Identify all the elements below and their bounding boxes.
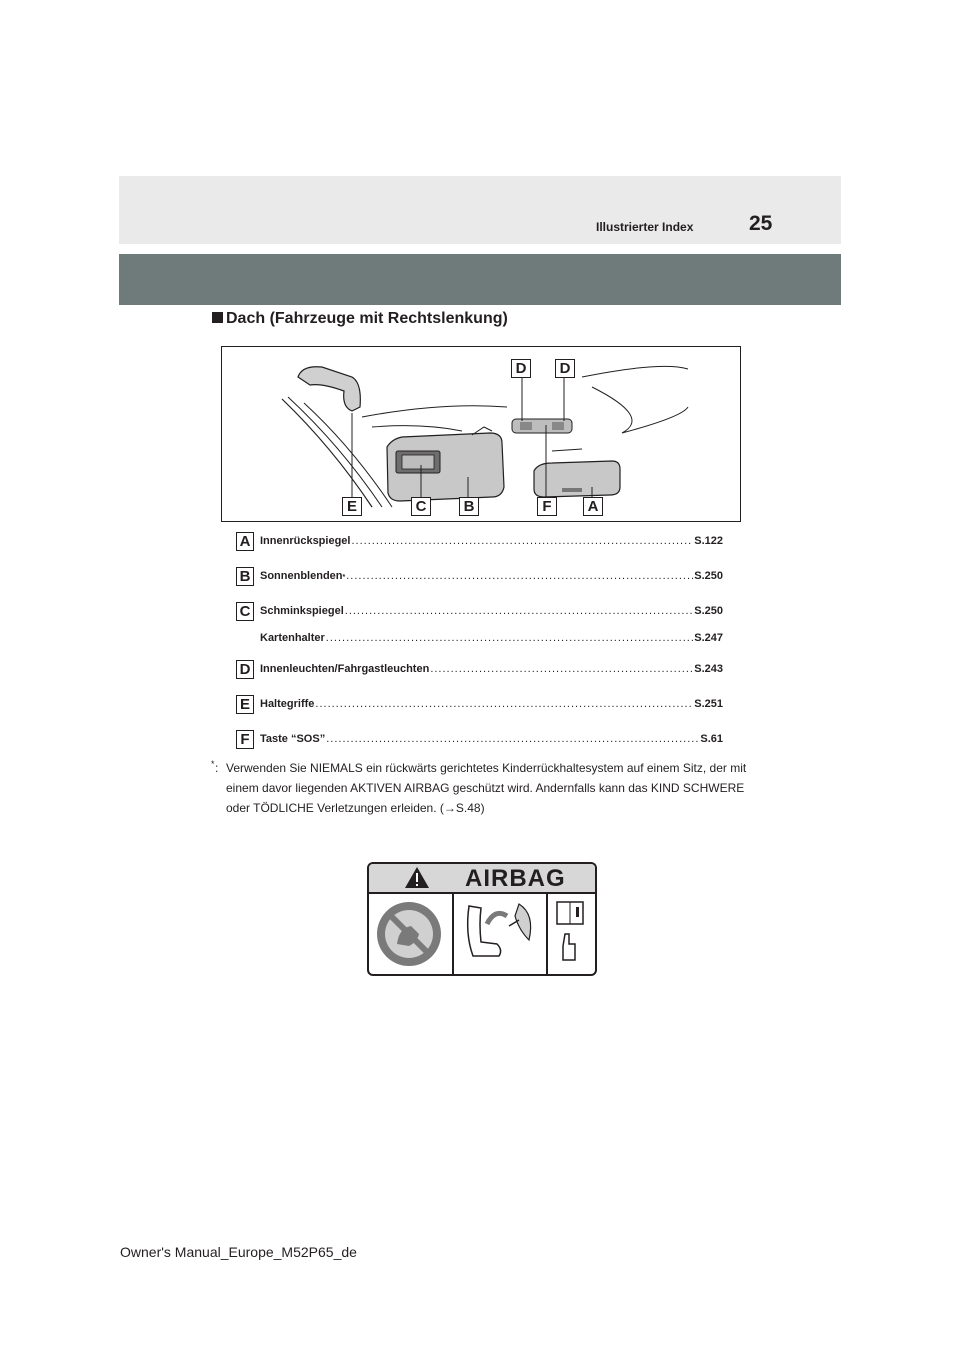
page-ref[interactable]: S.61 <box>700 733 723 745</box>
index-row-kartenhalter <box>236 629 723 649</box>
section-heading-text: Dach (Fahrzeuge mit Rechtslenkung) <box>226 310 508 327</box>
callout-e: E <box>342 497 362 516</box>
callout-b: B <box>459 497 479 516</box>
hand-pointer-icon <box>563 934 575 960</box>
index-letter: B <box>236 567 254 586</box>
index-label: Haltegriffe <box>260 698 315 710</box>
page-ref[interactable]: S.251 <box>694 698 723 710</box>
roof-illustration <box>221 346 741 522</box>
leader-dots <box>326 733 699 745</box>
leader-dots <box>351 535 693 547</box>
section-bar <box>119 254 841 305</box>
callout-d-right: D <box>555 359 575 378</box>
index-label: Kartenhalter <box>260 632 325 644</box>
page-ref[interactable]: S.247 <box>694 632 723 644</box>
index-row-e <box>236 695 723 715</box>
callout-c: C <box>411 497 431 516</box>
footnote-marker: * <box>342 574 346 581</box>
index-label: Innenrückspiegel <box>260 535 351 547</box>
leader-dots <box>430 663 693 675</box>
index-letter: E <box>236 695 254 714</box>
airbag-label-title: AIRBAG <box>465 865 566 892</box>
index-letter: F <box>236 730 254 749</box>
callout-d-left: D <box>511 359 531 378</box>
square-bullet-icon <box>212 312 223 323</box>
index-label: Taste “SOS” <box>260 733 326 745</box>
leader-dots <box>345 605 693 617</box>
index-row-d <box>236 660 723 680</box>
page-ref[interactable]: S.243 <box>694 663 723 675</box>
page-ref[interactable]: S.122 <box>694 535 723 547</box>
index-label: Schminkspiegel <box>260 605 344 617</box>
header-band <box>119 176 841 244</box>
footnote-asterisk: * <box>211 759 215 769</box>
index-row-f <box>236 730 723 750</box>
airbag-warning-label <box>367 862 597 976</box>
footer-document-id: Owner's Manual_Europe_M52P65_de <box>120 1244 357 1260</box>
page-ref[interactable]: S.250 <box>694 605 723 617</box>
page-number: 25 <box>749 212 773 235</box>
airbag-icon <box>515 904 531 940</box>
callout-f: F <box>537 497 557 516</box>
index-row-b <box>236 567 723 587</box>
index-letter: A <box>236 532 254 551</box>
index-row-c <box>236 602 723 622</box>
leader-dots <box>315 698 693 710</box>
page-ref[interactable]: S.250 <box>694 570 723 582</box>
roof-interior-drawing <box>222 347 740 521</box>
footnote <box>211 758 751 818</box>
section-heading <box>212 310 508 328</box>
index-label: Innenleuchten/Fahrgastleuchten <box>260 663 430 675</box>
index-letter: D <box>236 660 254 679</box>
footnote-colon: : <box>215 761 219 775</box>
leader-dots <box>346 570 693 582</box>
index-row-a <box>236 532 723 552</box>
leader-dots <box>326 632 693 644</box>
callout-a: A <box>583 497 603 516</box>
index-letter: C <box>236 602 254 621</box>
footnote-text: Verwenden Sie NIEMALS ein rückwärts gerichtetes Kinderrückhaltesystem auf einem Sitz, der mit einem davor liegenden AKTIVEN AIRBAG geschützt wird. Andernfalls kann das KIND SCHWERE oder TÖDLICHE Verletzungen erleiden. (→S.48) <box>226 761 747 815</box>
index-label: Sonnenblenden <box>260 570 343 582</box>
running-header-title: Illustrierter Index <box>596 220 694 234</box>
